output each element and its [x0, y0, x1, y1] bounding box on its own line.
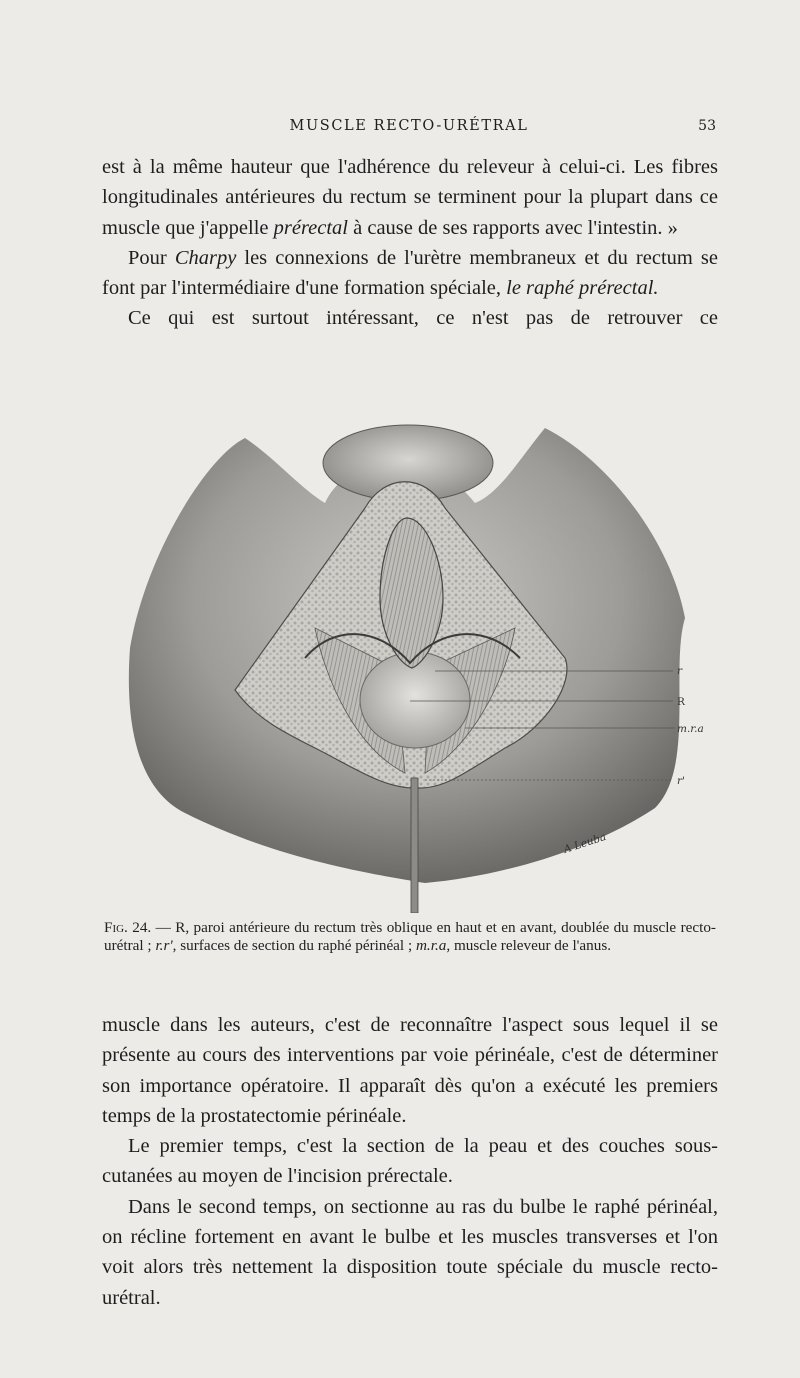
- paragraph-1: [102, 152, 718, 243]
- caption-text-3: , muscle releveur de l'anus.: [446, 937, 612, 954]
- label-r-prime: r': [677, 775, 685, 787]
- caption-term-mra: m.r.a: [415, 937, 447, 954]
- paragraph-2-text-mid: les connexions de l'urètre membraneux et du rectum se font par l'intermédiaire d'une formation spéciale,: [102, 246, 718, 300]
- running-head: [102, 118, 716, 140]
- paragraph-4: muscle dans les auteurs, c'est de reconnaître l'aspect sous lequel il se présente au cours des interventions par voie périnéale, c'est de déterminer son importance opératoire. Il apparaît dès qu'on a exécuté les premiers temps de la prostatectomie périnéale.: [102, 1014, 718, 1127]
- text-block-bottom: [102, 1010, 718, 1313]
- paragraph-5: Le premier temps, c'est la section de la peau et des couches sous-cutanées au moyen de l'incision prérectale.: [102, 1135, 718, 1188]
- paragraph-6: Dans le second temps, on sectionne au ras du bulbe le raphé périnéal, on récline fortement en avant le bulbe et les muscles transverses et l'on voit alors très nettement la disposition toute spéciale du muscle recto-urétral.: [102, 1195, 718, 1309]
- paragraph-1-text: est à la même hauteur que l'adhérence du releveur à celui-ci. Les fibres longitudinales antérieures du rectum se terminent pour la plupart dans ce muscle que j'appelle: [102, 156, 718, 239]
- running-head-title: MUSCLE RECTO-URÉTRAL: [289, 118, 529, 134]
- artist-signature: A Leuba: [562, 830, 608, 856]
- paragraph-3: Ce qui est surtout intéressant, ce n'est pas de retrouver ce: [128, 307, 718, 330]
- paragraph-2-text: Pour: [128, 246, 175, 269]
- caption-term-rr: r.r': [155, 937, 173, 954]
- term-raphe-prerectal: le raphé prérectal.: [506, 277, 659, 300]
- figure-number: Fig. 24.: [104, 919, 152, 936]
- paragraph-2: [102, 243, 718, 304]
- paragraph-1-text-end: à cause de ses rapports avec l'intestin. »: [348, 216, 678, 239]
- probe-rod: [411, 778, 418, 913]
- caption-text-2: , surfaces de section du raphé périnéal ;: [172, 937, 416, 954]
- text-block-top: [102, 152, 718, 334]
- label-mra: m.r.a: [677, 723, 704, 735]
- term-prerectal: prérectal: [273, 216, 349, 239]
- figure-illustration: [125, 418, 725, 913]
- label-r: r: [677, 665, 683, 677]
- author-charpy: Charpy: [174, 246, 237, 269]
- caption-text-1: — R, paroi antérieure du rectum très oblique en haut et en avant, doublée du muscle recto-urétral ;: [104, 919, 716, 954]
- anatomical-figure: [125, 418, 725, 913]
- label-R: R: [677, 696, 685, 708]
- figure-caption: [104, 919, 716, 955]
- page-number: 53: [698, 118, 716, 134]
